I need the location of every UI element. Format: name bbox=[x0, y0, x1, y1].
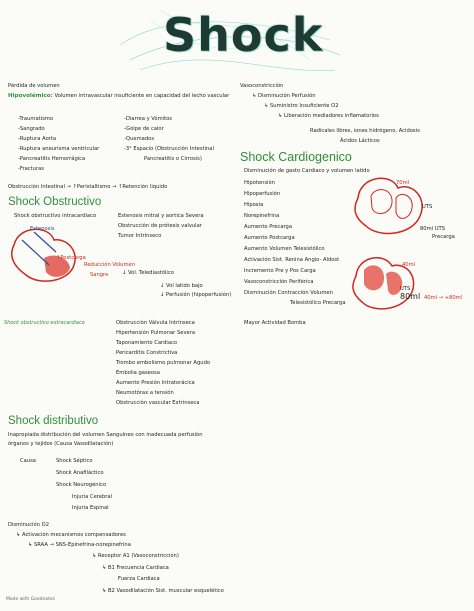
list-item: -Quemados bbox=[124, 136, 155, 142]
distributivo-desc-2: órganos y tejidos (Causa Vasodilatación) bbox=[8, 441, 114, 447]
list-item: Obstrucción Válvula Intrínseca bbox=[116, 320, 195, 326]
compens-2: ↳ Activación mecanismos compensadores bbox=[16, 532, 126, 538]
heart1-label-80ml: 80ml UTS bbox=[420, 226, 446, 232]
diagram-label-vol-latido: ↓ Vol latido bajo bbox=[160, 283, 203, 289]
list-item: -Fracturas bbox=[18, 166, 44, 172]
compens-7: ↳ B2 Vasodilatación Sist. muscular esquelético bbox=[102, 588, 224, 594]
heart1-label-uts: UTS bbox=[422, 204, 433, 210]
list-item: Neumotórax a tensión bbox=[116, 390, 174, 396]
heart1-label-70ml: 70ml bbox=[396, 180, 410, 186]
list-item: Hipoperfusión bbox=[244, 191, 281, 197]
obstructivo-item: Shock obstructivo intracardiaco bbox=[14, 213, 97, 219]
right-top-6: Ácidos Lácticos bbox=[340, 138, 380, 144]
obstructivo-item: Obstrucción de prótesis valvular bbox=[118, 223, 202, 229]
section-title-obstructivo: Shock Obstructivo bbox=[8, 196, 102, 208]
list-item: Shock Anafiláctico bbox=[56, 470, 104, 476]
obstruccion-effect-1: ↑Peristaltismo bbox=[72, 184, 111, 190]
list-item: Activación Sist. Renina Angio- Aldost bbox=[244, 257, 340, 263]
list-item: Aumento Precarga bbox=[244, 224, 293, 230]
list-item: Incremento Pre y Pos Carga bbox=[244, 268, 316, 274]
extracardiaco-label: Shock obstructivo extracardiaco bbox=[4, 320, 85, 326]
obstructivo-item: Tumor Intrínseco bbox=[118, 233, 162, 239]
list-item: Pancreatitis o Cirrosis) bbox=[144, 156, 202, 162]
right-top-1: Vasoconstricción bbox=[240, 83, 284, 89]
hipo-desc: Volumen intravascular insuficiente en capacidad del lecho vascular bbox=[54, 93, 230, 99]
list-item: Taponamiento Cardiaco bbox=[116, 340, 178, 346]
heart2-label-uts: UTS bbox=[400, 286, 411, 292]
obstruccion-line: Obstrucción Intestinal → ↑Peristaltismo → ↑Retención liquido bbox=[8, 184, 168, 190]
right-top-3: ↳ Suministro Insuficiente O2 bbox=[264, 103, 339, 109]
list-item: -Traumatismo bbox=[18, 116, 54, 122]
list-item: Embolia gaseosa bbox=[116, 370, 160, 376]
list-item: Vasoconstricción Periférica bbox=[244, 279, 314, 285]
list-item: Aumento Postcarga bbox=[244, 235, 295, 241]
diagram-label-perfusion: ↓ Perfusión (hipoperfusión) bbox=[160, 292, 232, 298]
diagram-label-sangre: Sangre bbox=[90, 272, 109, 278]
list-item: -Golpe de calor bbox=[124, 126, 164, 132]
right-top-5: Radicales libres, iones hidrógeno, Acidosis bbox=[310, 128, 420, 134]
right-top-2: ↳ Disminución Perfusión bbox=[252, 93, 316, 99]
obstruccion-effect-2: ↑Retención liquido bbox=[118, 184, 168, 190]
list-item: Trombo embolismo pulmonar Agudo bbox=[116, 360, 211, 366]
diagram-label-estenosis: Estenosis bbox=[30, 226, 55, 232]
list-item: Disminución Contracción Volumen bbox=[244, 290, 333, 296]
list-item: -Sangrado bbox=[18, 126, 45, 132]
list-item: -Pancreatitis Hemorrágica bbox=[18, 156, 86, 162]
list-item: Disminución de gasto Cardiaco y volumen latido bbox=[244, 168, 370, 174]
causas-label: Causa bbox=[20, 458, 36, 464]
list-item: -Ruptura aneurisma ventricular bbox=[18, 146, 100, 152]
distributivo-desc-1: Inapropiada distribución del volumen Sanguíneo con inadecuada perfusión bbox=[8, 432, 203, 438]
section-title-distributivo: Shock distributivo bbox=[8, 415, 99, 427]
list-item: Injuria Espinal bbox=[72, 505, 109, 511]
list-item: Obstrucción vascular Extrínseca bbox=[116, 400, 200, 406]
compens-5: ↳ B1 Frecuencia Cardiaca bbox=[102, 565, 169, 571]
hipo-label: Hipovolémico: bbox=[8, 93, 53, 99]
heart2-label-40ml: 40ml bbox=[402, 262, 416, 268]
hipo-definition bbox=[8, 93, 259, 100]
list-item: -3° Espacio (Obstrucción Intestinal bbox=[124, 146, 214, 152]
list-item: Norepinefrina bbox=[244, 213, 280, 219]
compens-6: Fuerza Cardiaca bbox=[118, 576, 160, 582]
right-top-4: ↳ Liberación mediadores inflamatorios bbox=[278, 113, 379, 119]
list-item: Shock Séptico bbox=[56, 458, 93, 464]
diagram-label-reduccion: Reducción Volumen bbox=[84, 262, 135, 268]
list-item: -Diarrea y Vómitos bbox=[124, 116, 173, 122]
list-item: -Ruptura Aorta bbox=[18, 136, 57, 142]
list-item: Injuria Cerebral bbox=[72, 494, 113, 500]
list-item: Hipoxia bbox=[244, 202, 264, 208]
list-item: Shock Neurogénico bbox=[56, 482, 107, 488]
list-item: Hipotensión bbox=[244, 180, 275, 186]
intro-line-1: Pérdida de volumen bbox=[8, 83, 60, 89]
list-item: Mayor Actividad Bomba bbox=[244, 320, 306, 326]
diagram-label-postcarga: ↑Postcarga bbox=[56, 255, 86, 261]
heart1-label-precarga: Precarga bbox=[432, 234, 455, 240]
list-item: Aumento Volumen Telesistólico bbox=[244, 246, 325, 252]
obstructivo-item: Estenosis mitral y aortica Severa bbox=[118, 213, 204, 219]
section-title-cardiogenico: Shock Cardiogenico bbox=[240, 150, 352, 164]
heart2-label-change: 40ml → +80ml bbox=[424, 295, 463, 301]
compens-4: ↳ Receptor A1 (Vasoconstricción) bbox=[92, 553, 179, 559]
list-item: Telesistólico Precarga bbox=[290, 300, 346, 306]
compens-1: Disminución O2 bbox=[8, 522, 49, 528]
list-item: Aumento Presión Intratorácica bbox=[116, 380, 195, 386]
list-item: Pericarditis Constrictiva bbox=[116, 350, 178, 356]
obstruccion-cause: Obstrucción Intestinal bbox=[8, 184, 65, 190]
heart-diagram-cardiogenic bbox=[344, 248, 424, 318]
diagram-label-vol-telediastolico: ↓ Vol. Telediastólico bbox=[122, 270, 174, 276]
list-item: Hipertensión Pulmonar Severa bbox=[116, 330, 196, 336]
page-title: Shock bbox=[163, 8, 324, 62]
goodnotes-watermark: Made with Goodnotes bbox=[6, 597, 56, 602]
compens-3: ↳ SRAA → SNS-Epinefrina-norepinefrina bbox=[28, 542, 131, 548]
heart2-label-80ml: 80ml bbox=[400, 292, 421, 301]
